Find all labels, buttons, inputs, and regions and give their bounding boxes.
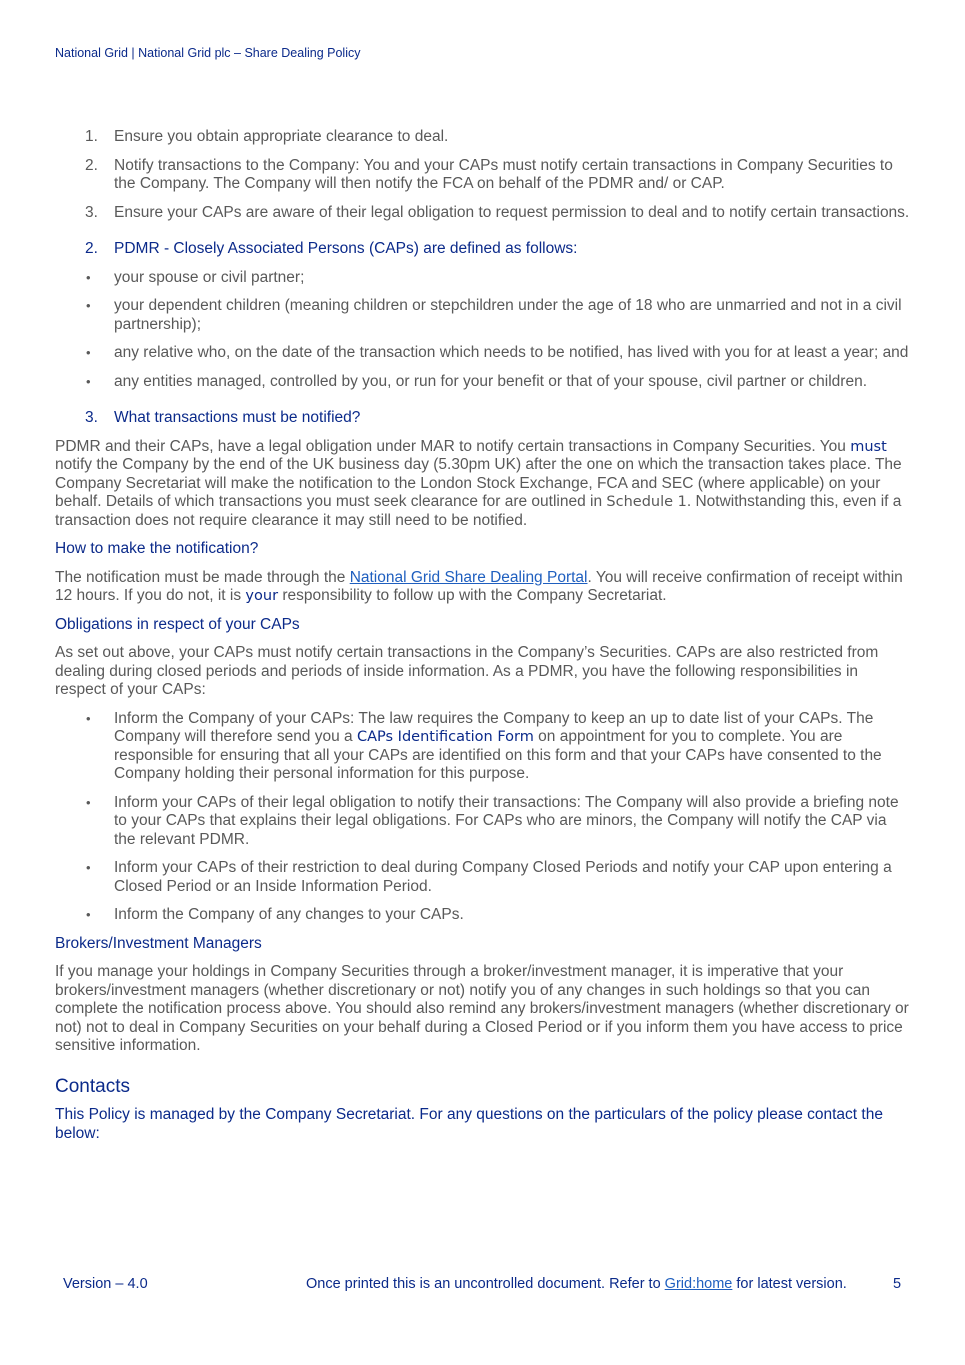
list-item: • Inform your CAPs of their legal obligation to notify their transactions: The Company will also provide a briefing note to your CAPs that explains their legal obligations. For CAPs who are minors, the Company will notify the CAP via the relevant PDMR. [86,793,899,848]
list-item: • Inform your CAPs of their restriction to deal during Company Closed Periods and notify your CAP upon entering a Closed Period or an Inside Information Period. [86,859,892,895]
list-item: • your spouse or civil partner; [86,268,305,286]
brokers-heading: Brokers/Investment Managers [55,934,262,952]
section-3-heading: 3. What transactions must be notified? [85,409,361,426]
how-to-notify-paragraph: The notification must be made through the National Grid Share Dealing Portal. You will receive confirmation of receipt within 12 hours. If you do not, it is your responsibility to follow up with the Company Secretariat. [55,568,903,604]
how-to-notify-heading: How to make the notification? [55,540,259,557]
list-item: • any entities managed, controlled by you, or run for your benefit or that of your spouse, civil partner or children. [86,372,868,390]
contacts-paragraph: This Policy is managed by the Company Secretariat. For any questions on the particulars of the policy please contact the below: [55,1106,883,1142]
page-header: National Grid | National Grid plc – Share Dealing Policy [55,46,361,60]
version-label: Version – 4.0 [63,1276,148,1292]
list-item: 2. Notify transactions to the Company: You and your CAPs must notify certain transactions in Company Securities to the Company. The Company will then notify the FCA on behalf of the PDMR and/ or CAP. [85,156,893,192]
list-item: • Inform the Company of any changes to your CAPs. [86,906,464,923]
list-item: • Inform the Company of your CAPs: The law requires the Company to keep an up to date list of your CAPs. The Company will therefore send you a CAPs Identification Form on appointment for you to complete. You are responsible for ensuring that all your CAPs are identified on this form and that your CAPs have consented to the Company holding their personal information for this purpose. [86,709,882,782]
caps-definition-list [55,269,910,392]
list-item: 3. Ensure your CAPs are aware of their legal obligation to request permission to deal and to notify certain transactions. [85,203,910,221]
list-item: • your dependent children (meaning children or stepchildren under the age of 18 who are unmarried and not in a civil partnership); [86,297,902,333]
page-number: 5 [893,1276,902,1292]
uncontrolled-notice: Once printed this is an uncontrolled document. Refer to Grid:home for latest version. [306,1276,847,1292]
list-item: 1. Ensure you obtain appropriate clearance to deal. [85,128,449,145]
obligations-heading: Obligations in respect of your CAPs [55,615,300,633]
brokers-paragraph: If you manage your holdings in Company Securities through a broker/investment manager, it is imperative that your brokers/investment managers (whether discretionary or not) notify you of any changes in such holdings so that you can complete the notification process above. You should also remind any brokers/investment managers (whether discretionary or not) not to deal in Company Securities on your behalf during a Closed Period or if you inform them you have access to price sensitive information. [55,963,909,1054]
section-2-heading: 2. PDMR - Closely Associated Persons (CAPs) are defined as follows: [85,240,578,257]
contacts-heading: Contacts [55,1075,130,1097]
notification-paragraph: PDMR and their CAPs, have a legal obligation under MAR to notify certain transactions in Company Securities. You must notify the Company by the end of the UK business day (5.30pm UK) after the one on which the transaction takes place. The Company Secretariat will make the notification to the London Stock Exchange, FCA and SEC (where applicable) on your behalf. Details of which transactions you must seek clearance for are outlined in Schedule 1. Notwithstanding this, even if a transaction does not require clearance it may still need to be notified. [55,437,902,529]
document-body [55,128,910,1153]
obligations-list [55,710,910,925]
share-dealing-portal-link[interactable]: National Grid Share Dealing Portal [349,568,588,586]
list-item: • any relative who, on the date of the transaction which needs to be notified, has lived with you for at least a year; and [86,344,909,361]
obligations-intro: As set out above, your CAPs must notify certain transactions in the Company’s Securities. CAPs are also restricted from dealing during closed periods and periods of inside information. As a PDMR, you have the following responsibilities in respect of your CAPs: [55,644,879,698]
gridhome-link[interactable]: Grid:home [664,1276,733,1292]
steps-list [55,128,910,222]
